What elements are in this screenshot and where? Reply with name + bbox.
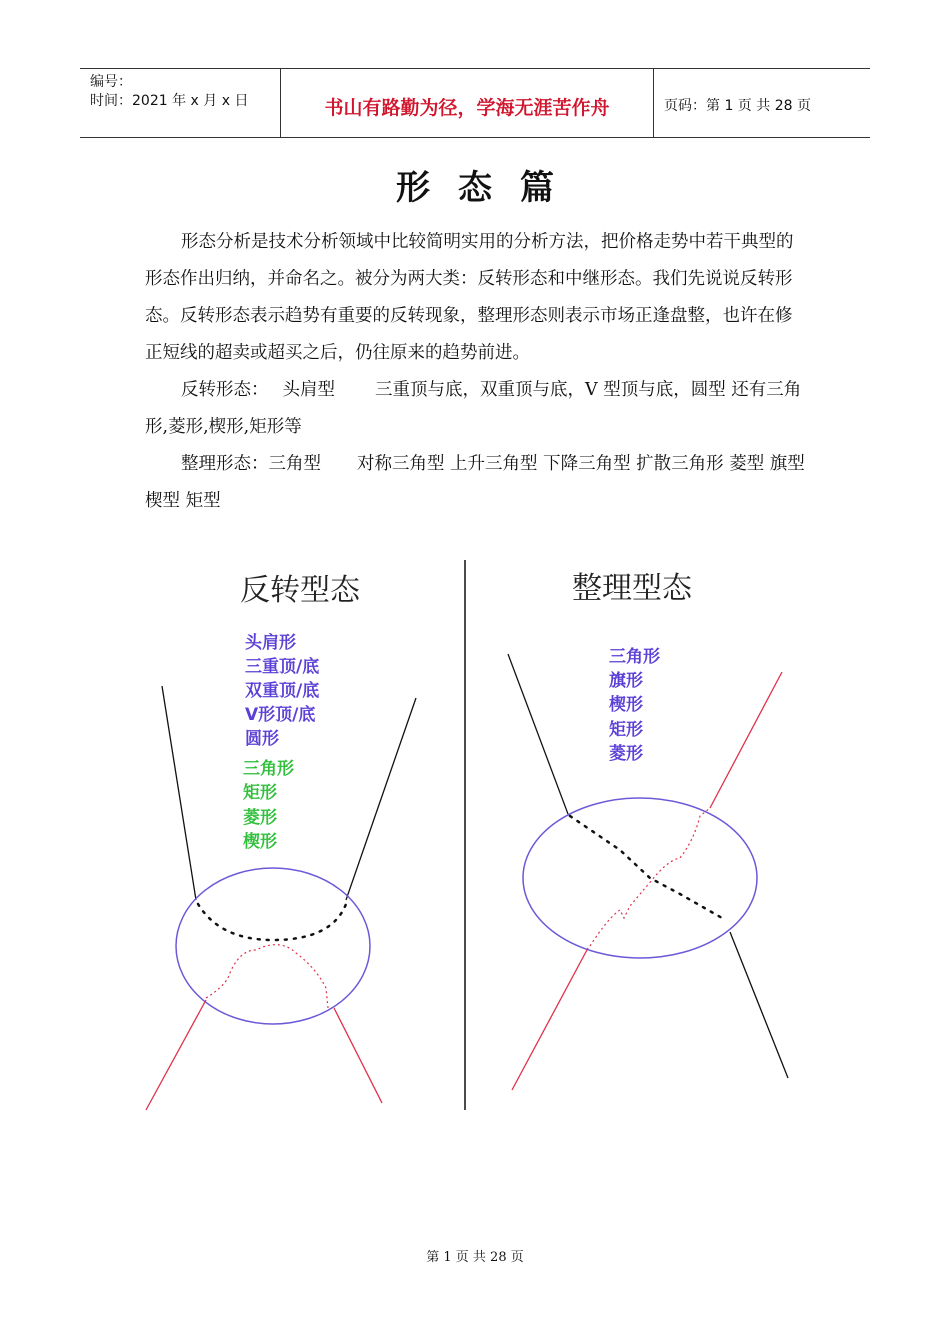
date-label: 时间：2021 年 x 月 x 日 xyxy=(90,93,249,109)
right-dotted-descent xyxy=(570,816,722,918)
left-red-line-right xyxy=(334,1008,382,1103)
right-red-line-bottom xyxy=(512,948,588,1090)
right-ellipse xyxy=(523,798,757,958)
left-green-item: 楔形 xyxy=(243,832,277,852)
pattern-figure xyxy=(120,548,820,1128)
right-blue-item: 矩形 xyxy=(609,720,643,740)
page-number-label: 页码：第 1 页 共 28 页 xyxy=(664,98,811,114)
page-title xyxy=(0,160,950,209)
left-green-item: 三角形 xyxy=(243,759,294,779)
left-blue-item: 圆形 xyxy=(245,729,279,749)
motto-text: 书山有路勤为径，学海无涯苦作舟 xyxy=(324,97,610,119)
left-figure-title: 反转型态 xyxy=(240,573,360,608)
left-blue-item: 双重顶/底 xyxy=(245,681,320,701)
right-blue-item: 楔形 xyxy=(609,695,643,715)
left-black-line-right xyxy=(346,698,416,900)
consolidation-rest: 对称三角型 上升三角型 下降三角型 扩散三角形 菱型 旗型 楔型 矩型 xyxy=(145,454,805,511)
left-dotted-bowl xyxy=(198,904,346,940)
left-red-dotted-dome xyxy=(206,945,328,1008)
left-blue-item: 头肩形 xyxy=(245,633,296,653)
header-meta-cell xyxy=(80,69,281,137)
left-blue-item: V形顶/底 xyxy=(245,705,316,725)
consolidation-paragraph xyxy=(145,446,809,520)
right-blue-list xyxy=(609,646,661,764)
header-page-cell xyxy=(654,69,870,137)
consolidation-label: 整理形态：三角型 xyxy=(181,454,321,474)
right-blue-item: 菱形 xyxy=(609,744,643,764)
right-red-line-top xyxy=(710,672,782,808)
intro-paragraph: 形态分析是技术分析领域中比较简明实用的分析方法，把价格走势中若干典型的形态作出归纳，并命名之。被分为两大类：反转形态和中继形态。我们先说说反转形态。反转形态表示趋势有重要的反转现象，整理形态则表示市场正逢盘整，也许在修正短线的超卖或超买之后，仍往原来的趋势前进。 xyxy=(145,232,794,363)
left-blue-item: 三重顶/底 xyxy=(245,657,320,677)
right-black-line-top xyxy=(508,654,568,814)
title-char: 篇 xyxy=(520,168,554,208)
reversal-rest: 三重顶与底，双重顶与底，V 型顶与底，圆型 还有三角形,菱形,楔形,矩形等 xyxy=(145,380,802,437)
reversal-paragraph xyxy=(145,372,809,446)
right-black-line-bottom xyxy=(730,932,788,1078)
number-label: 编号： xyxy=(90,74,132,90)
left-black-line-left xyxy=(162,686,196,900)
left-blue-list xyxy=(245,632,319,749)
title-char: 态 xyxy=(458,168,492,208)
header-table xyxy=(80,68,870,138)
right-figure-title: 整理型态 xyxy=(572,571,692,606)
left-red-line-left xyxy=(146,1000,206,1110)
header-motto-cell xyxy=(281,69,654,137)
page-footer: 第 1 页 共 28 页 xyxy=(426,1250,524,1265)
reversal-first: 头肩型 xyxy=(282,380,335,400)
reversal-label: 反转形态： xyxy=(181,380,269,400)
left-green-item: 矩形 xyxy=(243,783,277,803)
right-blue-item: 旗形 xyxy=(609,671,643,691)
title-char: 形 xyxy=(396,168,430,208)
left-green-list xyxy=(243,758,295,852)
left-green-item: 菱形 xyxy=(243,808,277,828)
right-blue-item: 三角形 xyxy=(609,647,660,667)
